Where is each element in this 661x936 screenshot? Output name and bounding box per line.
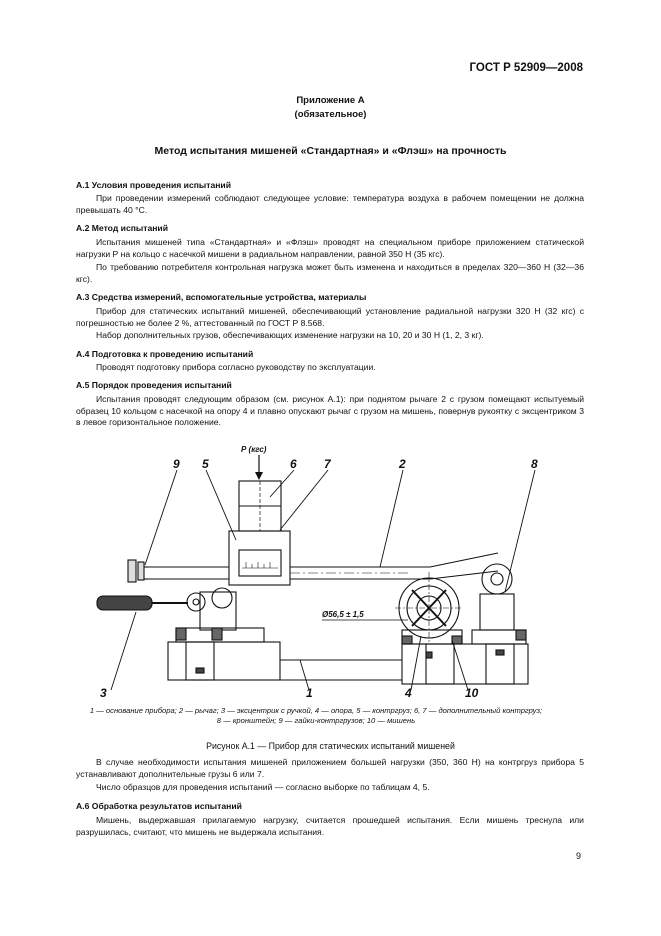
figure-legend-line-1: 1 — основание прибора; 2 — рычаг; 3 — эксцентрик с ручкой, 4 — опора, 5 — контргруз; 6, 7 — дополнительный контргруз; [89,706,543,715]
callout-1: 1 [306,686,313,700]
callout-6: 6 [290,457,297,471]
paragraph: Мишень, выдержавшая прилагаемую нагрузку, считается прошедшей испытания. Если мишень треснула или разрушилась, считают, что мишень не выдержала испытания. [76,815,584,837]
section-heading: А.3 Средства измерений, вспомогательные устройства, материалы [76,292,367,302]
section-heading: А.1 Условия проведения испытаний [76,180,231,190]
appendix-title: Приложение А [296,95,365,106]
callout-4: 4 [405,686,412,700]
main-title: Метод испытания мишеней «Стандартная» и «Флэш» на прочность [154,145,507,157]
paragraph: Проводят подготовку прибора согласно руководству по эксплуатации. [96,362,376,372]
callout-5: 5 [202,457,209,471]
paragraph: Число образцов для проведения испытаний — согласно выборке по таблицам 4, 5. [96,782,430,792]
callout-3: 3 [100,686,107,700]
figure-caption: Рисунок А.1 — Прибор для статических испытаний мишеней [206,741,455,751]
paragraph: Набор дополнительных грузов, обеспечивающих изменение нагрузки на 10, 20 и 30 Н (1, 2, 3 кг). [96,330,484,340]
callout-7: 7 [324,457,331,471]
dimension-label: Ø56,5 ± 1,5 [322,610,364,619]
paragraph: Прибор для статических испытаний мишеней, обеспечивающий установление радиальной нагрузки 320 Н (32 кгс) с погрешностью не более 2 %, аттестованный по ГОСТ Р 8.568. [76,306,584,328]
section-heading: А.6 Обработка результатов испытаний [76,801,242,811]
paragraph: Испытания проводят следующим образом (см. рисунок А.1): при поднятом рычаге 2 с грузом помещают испытуемый образец 10 кольцом с насечкой на опору 4 и плавно опускают рычаг с грузом на мишень, повернув рукоятку с эксцентриком 3 в левое горизонтальное положение. [76,394,584,428]
paragraph: Испытания мишеней типа «Стандартная» и «Флэш» проводят на специальном приборе приложением статической нагрузки Р на кольцо с насечкой мишени в радиальном направлении, равной 350 Н (35 кгс). [76,237,584,259]
paragraph: При проведении измерений соблюдают следующее условие: температура воздуха в рабочем помещении не должна превышать 40 °С. [76,193,584,215]
callout-9: 9 [173,457,180,471]
callout-8: 8 [531,457,538,471]
section-heading: А.5 Порядок проведения испытаний [76,380,232,390]
document-number: ГОСТ Р 52909—2008 [469,62,583,74]
paragraph: В случае необходимости испытания мишеней приложением большей нагрузки (350, 360 Н) на контргруз прибора 5 устанавливают дополнительные грузы 6 или 7. [76,757,584,779]
section-heading: А.2 Метод испытаний [76,223,168,233]
callout-10: 10 [465,686,479,700]
callout-2: 2 [399,457,406,471]
page-number: 9 [575,851,581,861]
figure-legend-line-2: 8 — кронштейн; 9 — гайки-контргрузов; 10 — мишень [216,716,416,725]
section-heading: А.4 Подготовка к проведению испытаний [76,349,254,359]
paragraph: По требованию потребителя контрольная нагрузка может быть изменена и находиться в пределах 320—360 Н (32—36 кгс). [76,262,584,284]
appendix-subtitle: (обязательное) [294,109,367,120]
load-label: Р (кгс) [241,445,267,454]
